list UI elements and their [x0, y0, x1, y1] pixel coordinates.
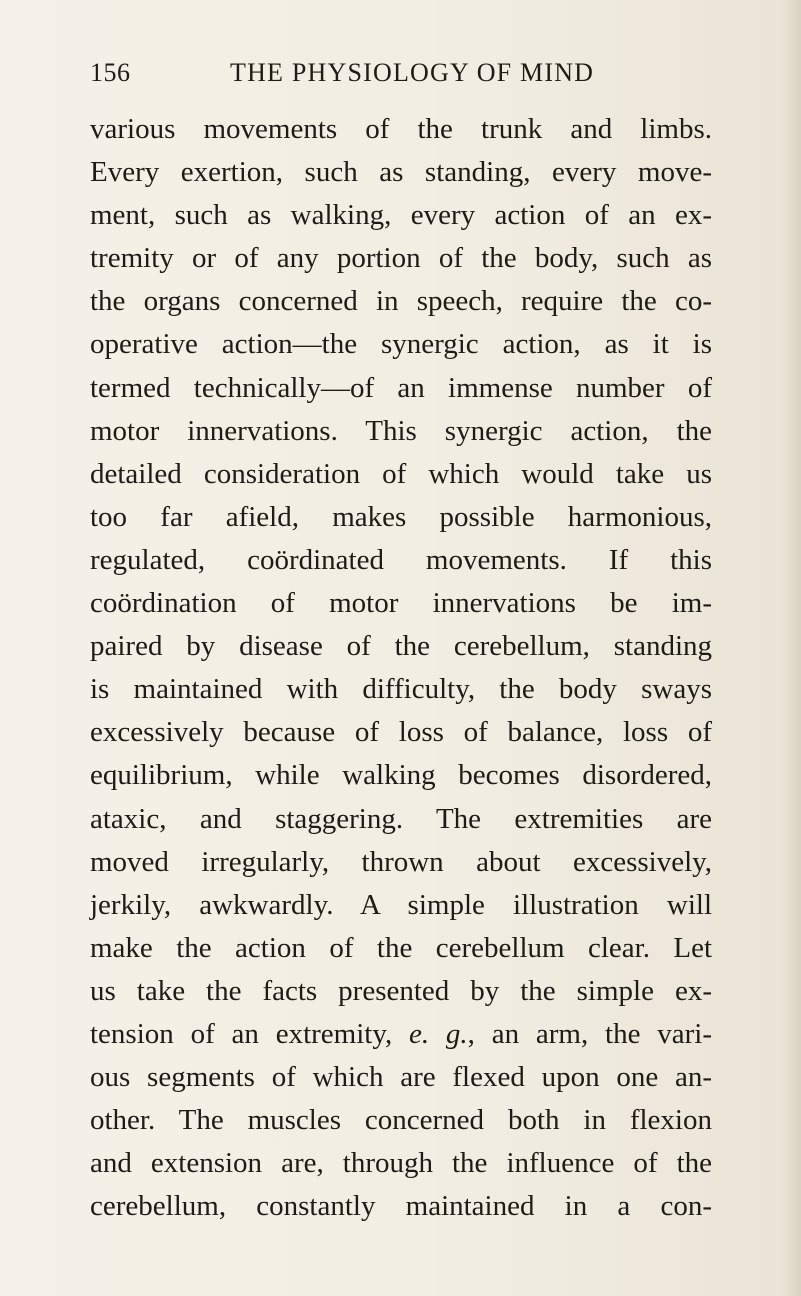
- text-line: tension of an extremity, e. g., an arm, the vari-: [90, 1017, 712, 1050]
- running-head: [90, 58, 712, 98]
- text-line: equilibrium, while walking becomes disordered,: [90, 759, 712, 792]
- text-line: ment, such as walking, every action of an ex-: [90, 199, 712, 232]
- text-line: and extension are, through the influence of the: [90, 1147, 712, 1180]
- text-line: coördination of motor innervations be im-: [90, 587, 712, 620]
- text-line: us take the facts presented by the simple ex-: [90, 974, 712, 1007]
- running-title: THE PHYSIOLOGY OF MIND: [230, 58, 595, 87]
- text-line: motor innervations. This synergic action, the: [90, 414, 712, 447]
- text-line: operative action—the synergic action, as it is: [90, 328, 712, 361]
- text-line: termed technically—of an immense number of: [90, 371, 712, 404]
- text-line: jerkily, awkwardly. A simple illustration will: [90, 888, 712, 921]
- text-line: various movements of the trunk and limbs.: [90, 113, 712, 145]
- text-line: paired by disease of the cerebellum, standing: [90, 630, 712, 663]
- text-line: the organs concerned in speech, require the co-: [90, 285, 712, 318]
- page-edge-shadow: [783, 0, 801, 1296]
- text-line: ataxic, and staggering. The extremities are: [90, 802, 712, 835]
- text-line: cerebellum, constantly maintained in a con-: [90, 1190, 712, 1223]
- text-line: Every exertion, such as standing, every move-: [90, 156, 712, 189]
- text-line: moved irregularly, thrown about excessively,: [90, 845, 712, 878]
- text-line: too far afield, makes possible harmonious,: [90, 500, 712, 533]
- text-line: regulated, coördinated movements. If this: [90, 543, 712, 576]
- text-line: is maintained with difficulty, the body sways: [90, 673, 712, 706]
- italic-abbreviation: e. g.: [409, 1017, 468, 1050]
- text-line: excessively because of loss of balance, loss of: [90, 716, 712, 749]
- page-number: 156: [90, 58, 131, 87]
- text-line: other. The muscles concerned both in flexion: [90, 1104, 712, 1137]
- text-line: make the action of the cerebellum clear. Let: [90, 931, 712, 964]
- body-text: [90, 108, 712, 1228]
- text-line: detailed consideration of which would take us: [90, 457, 712, 490]
- text-line: ous segments of which are flexed upon one an-: [90, 1061, 712, 1094]
- text-line: tremity or of any portion of the body, such as: [90, 242, 712, 275]
